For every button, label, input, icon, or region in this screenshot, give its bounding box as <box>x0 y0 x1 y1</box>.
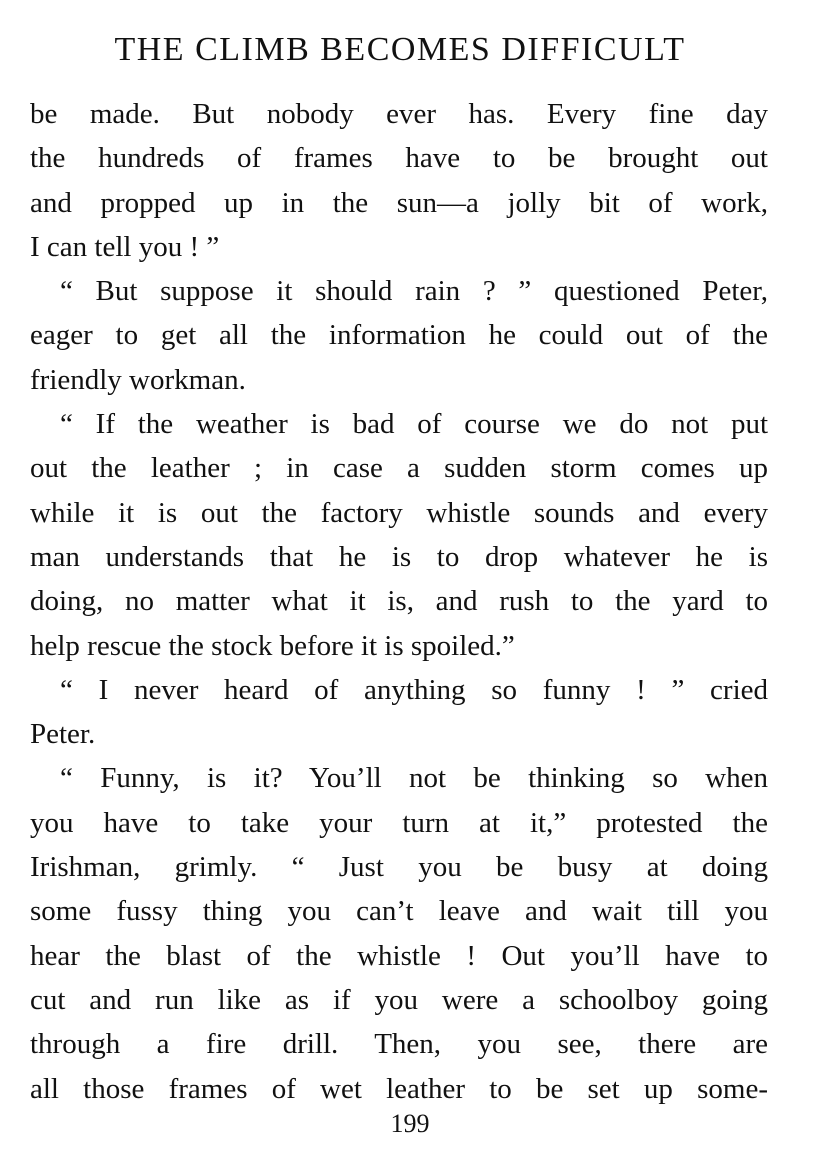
text-line: friendly workman. <box>30 363 246 396</box>
running-head: THE CLIMB BECOMES DIFFICULT <box>114 31 686 68</box>
text-line: be made. But nobody ever has. Every fine day <box>30 98 768 130</box>
text-line: all those frames of wet leather to be set up some- <box>30 1072 768 1105</box>
text-line: man understands that he is to drop whatever he is <box>30 540 768 573</box>
text-line: while it is out the factory whistle sounds and every <box>30 496 768 529</box>
text-line: I can tell you ! ” <box>30 230 220 263</box>
body-text <box>30 92 768 1111</box>
text-line: “ If the weather is bad of course we do not put <box>60 408 768 441</box>
text-line: and propped up in the sun—a jolly bit of work, <box>30 186 768 219</box>
text-line: “ Funny, is it? You’ll not be thinking so when <box>60 762 768 795</box>
text-line: “ But suppose it should rain ? ” questioned Peter, <box>60 275 768 308</box>
text-line: out the leather ; in case a sudden storm comes up <box>30 452 768 485</box>
text-line: hear the blast of the whistle ! Out you’ll have to <box>30 939 768 972</box>
text-line: cut and run like as if you were a schoolboy going <box>30 983 768 1016</box>
text-line: Irishman, grimly. “ Just you be busy at doing <box>30 851 768 884</box>
text-line: doing, no matter what it is, and rush to the yard to <box>30 585 768 618</box>
text-line: through a fire drill. Then, you see, there are <box>30 1028 768 1061</box>
text-line: “ I never heard of anything so funny ! ” cried <box>60 673 768 706</box>
text-line: Peter. <box>30 718 96 751</box>
text-line: you have to take your turn at it,” protested the <box>30 806 768 839</box>
text-line: help rescue the stock before it is spoiled.” <box>30 629 515 662</box>
page-number: 199 <box>390 1109 430 1138</box>
text-line: some fussy thing you can’t leave and wait till you <box>30 895 768 928</box>
text-line: eager to get all the information he could out of the <box>30 319 768 352</box>
text-line: the hundreds of frames have to be brought out <box>30 142 768 175</box>
